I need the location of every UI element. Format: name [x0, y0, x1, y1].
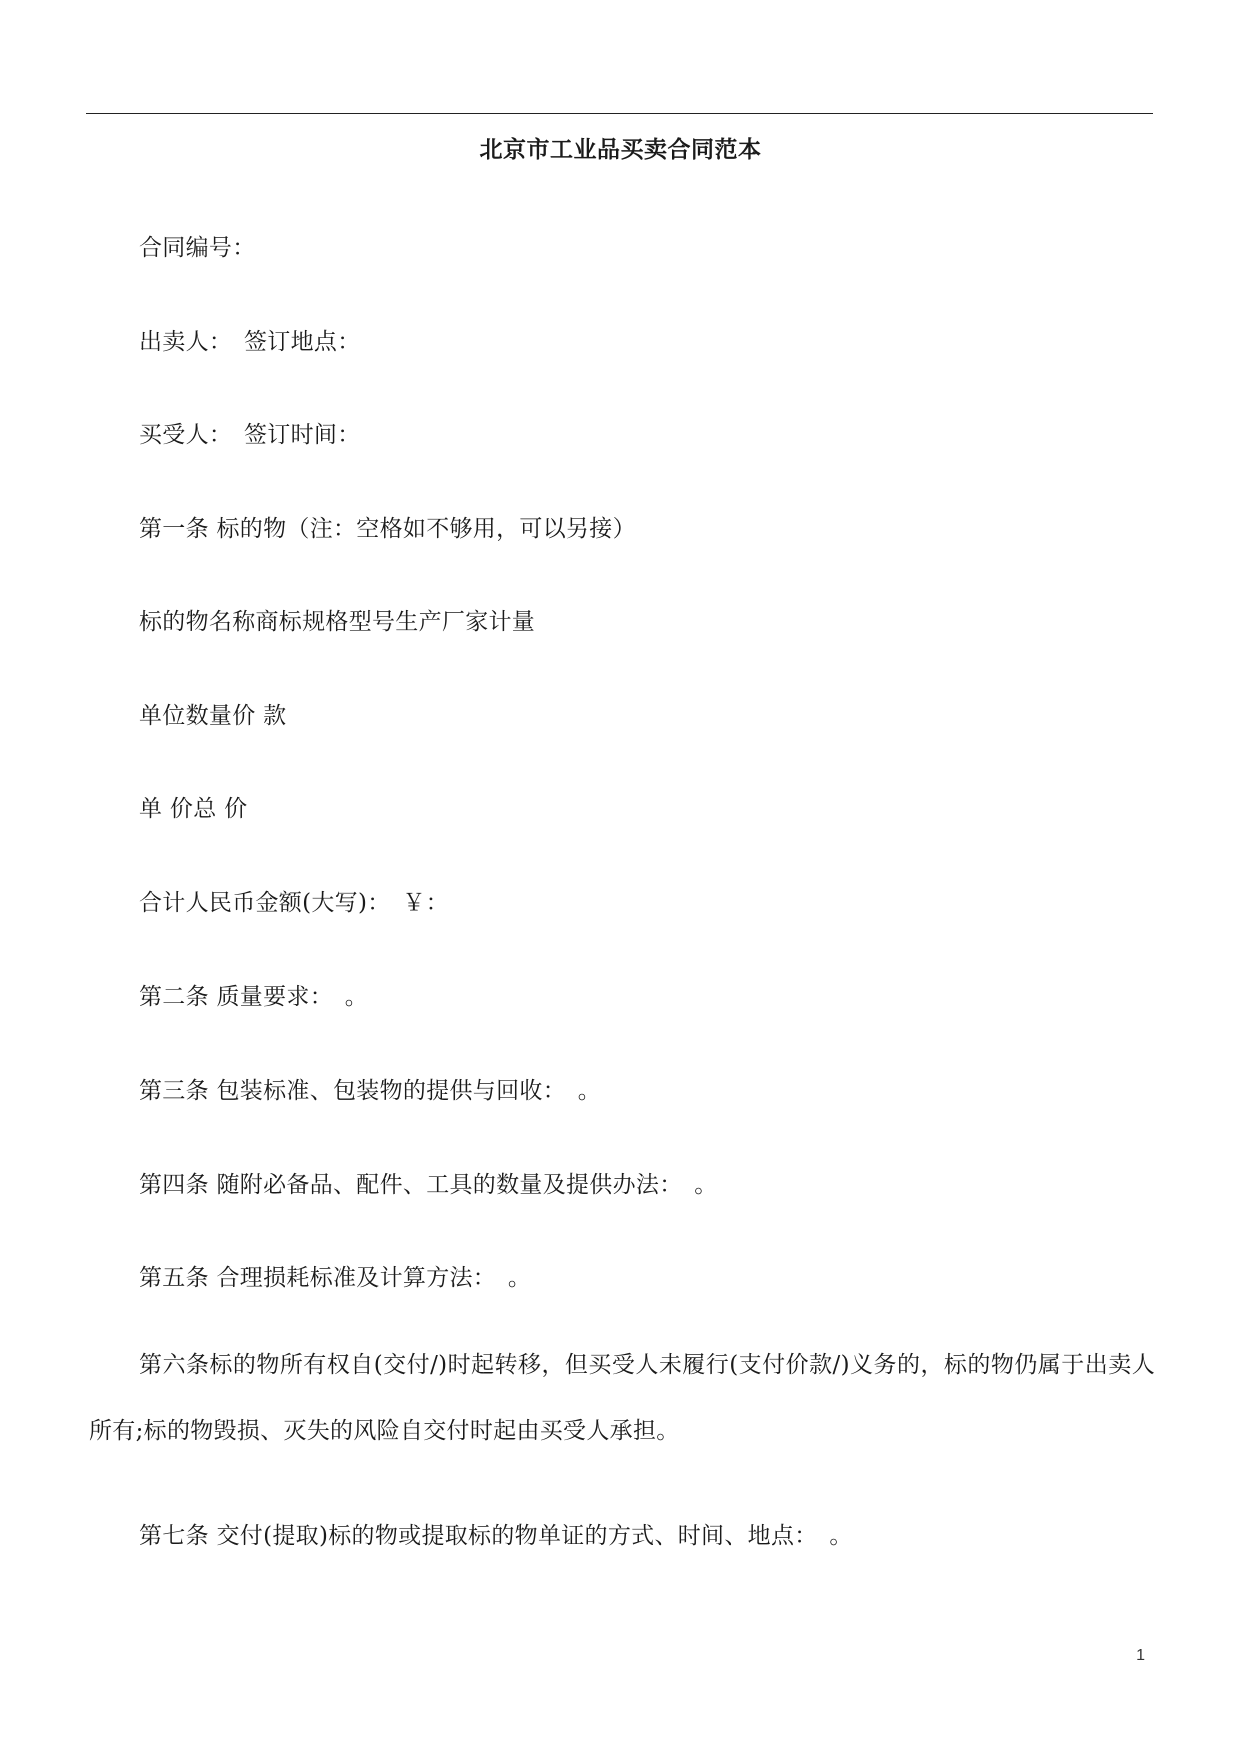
buyer-line: 买受人： 签订时间： [139, 422, 361, 448]
item-columns-line-2: 单位数量价 款 [139, 703, 287, 729]
document-title: 北京市工业品买卖合同范本 [479, 136, 762, 163]
article-3-line: 第三条 包装标准、包装物的提供与回收： 。 [139, 1078, 602, 1104]
article-2-line: 第二条 质量要求： 。 [139, 984, 369, 1010]
contract-number-line: 合同编号： [139, 235, 256, 261]
article-4-line: 第四条 随附必备品、配件、工具的数量及提供办法： 。 [139, 1172, 718, 1198]
article-7-line: 第七条 交付(提取)标的物或提取标的物单证的方式、时间、地点： 。 [139, 1523, 853, 1549]
seller-line: 出卖人： 签订地点： [139, 329, 361, 355]
item-columns-line-1: 标的物名称商标规格型号生产厂家计量 [139, 609, 536, 635]
total-amount-line: 合计人民币金额(大写)： ￥： [139, 890, 449, 916]
item-columns-line-3: 单 价总 价 [139, 796, 248, 822]
article-1-line: 第一条 标的物（注：空格如不够用，可以另接） [139, 516, 636, 542]
page-number: 1 [1136, 1647, 1145, 1664]
header-rule [86, 113, 1153, 114]
article-5-line: 第五条 合理损耗标准及计算方法： 。 [139, 1265, 532, 1291]
article-6-paragraph: 第六条标的物所有权自(交付/)时起转移，但买受人未履行(支付价款/)义务的，标的物仍属于出卖人所有;标的物毁损、灭失的风险自交付时起由买受人承担。 [89, 1352, 1155, 1444]
